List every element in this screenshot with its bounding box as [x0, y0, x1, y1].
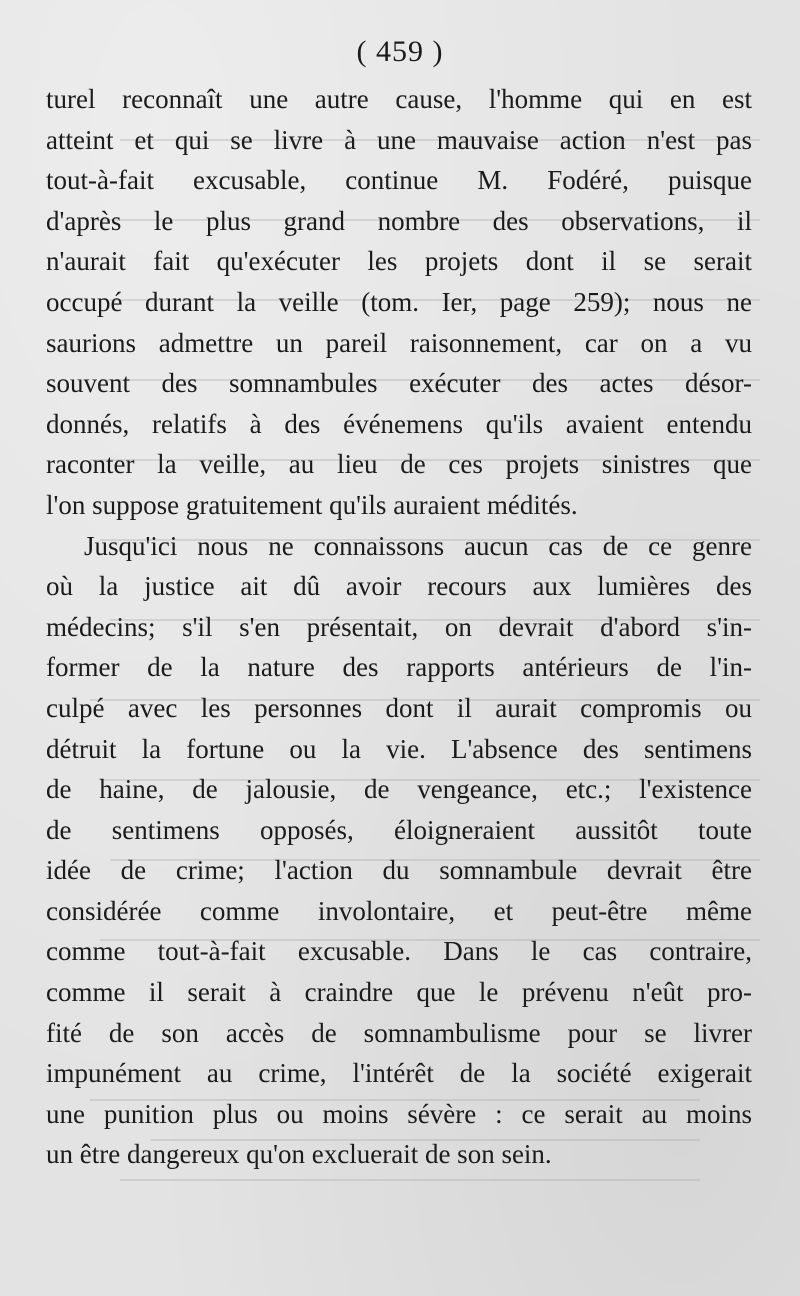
- text-line: comme tout-à-fait excusable. Dans le cas contraire,: [46, 936, 752, 967]
- text-line: considérée comme involontaire, et peut-être même: [46, 895, 752, 926]
- text-line: d'après le plus grand nombre des observations, il: [46, 205, 752, 236]
- paragraph-end-line: l'on suppose gratuitement qu'ils auraient médités.: [46, 489, 578, 520]
- text-line: raconter la veille, au lieu de ces projets sinistres que: [46, 449, 752, 480]
- text-line: fité de son accès de somnambulisme pour se livrer: [46, 1017, 752, 1048]
- text-line: impunément au crime, l'intérêt de la société exigerait: [46, 1058, 752, 1089]
- paragraph-end-line: un être dangereux qu'on excluerait de son sein.: [46, 1139, 552, 1170]
- text-line: turel reconnaît une autre cause, l'homme qui en est: [46, 84, 752, 114]
- text-line: tout-à-fait excusable, continue M. Fodéré, puisque: [46, 165, 752, 196]
- text-line: une punition plus ou moins sévère : ce serait au moins: [46, 1098, 752, 1129]
- text-line: souvent des somnambules exécuter des actes désor-: [46, 368, 752, 399]
- page-number: ( 459 ): [356, 35, 444, 68]
- text-line: former de la nature des rapports antérieurs de l'in-: [46, 652, 752, 683]
- text-line: atteint et qui se livre à une mauvaise action n'est pas: [46, 124, 752, 155]
- text-line: médecins; s'il s'en présentait, on devrait d'abord s'in-: [46, 611, 752, 642]
- text-line: saurions admettre un pareil raisonnement, car on a vu: [46, 327, 752, 358]
- text-line: donnés, relatifs à des événemens qu'ils avaient entendu: [46, 408, 752, 439]
- paragraph-start-line: Jusqu'ici nous ne connaissons aucun cas de ce genre: [84, 530, 752, 561]
- text-line: détruit la fortune ou la vie. L'absence des sentimens: [46, 733, 752, 764]
- text-line: comme il serait à craindre que le prévenu n'eût pro-: [46, 977, 752, 1008]
- text-line: idée de crime; l'action du somnambule devrait être: [46, 855, 752, 886]
- text-line: n'aurait fait qu'exécuter les projets dont il se serait: [46, 246, 752, 277]
- text-line: culpé avec les personnes dont il aurait compromis ou: [46, 692, 752, 723]
- body-text: [46, 79, 752, 1175]
- text-line: occupé durant la veille (tom. Ier, page 259); nous ne: [46, 286, 752, 317]
- text-line: où la justice ait dû avoir recours aux lumières des: [46, 571, 752, 602]
- text-line: de sentimens opposés, éloigneraient aussitôt toute: [46, 814, 752, 845]
- text-line: de haine, de jalousie, de vengeance, etc.; l'existence: [46, 774, 752, 805]
